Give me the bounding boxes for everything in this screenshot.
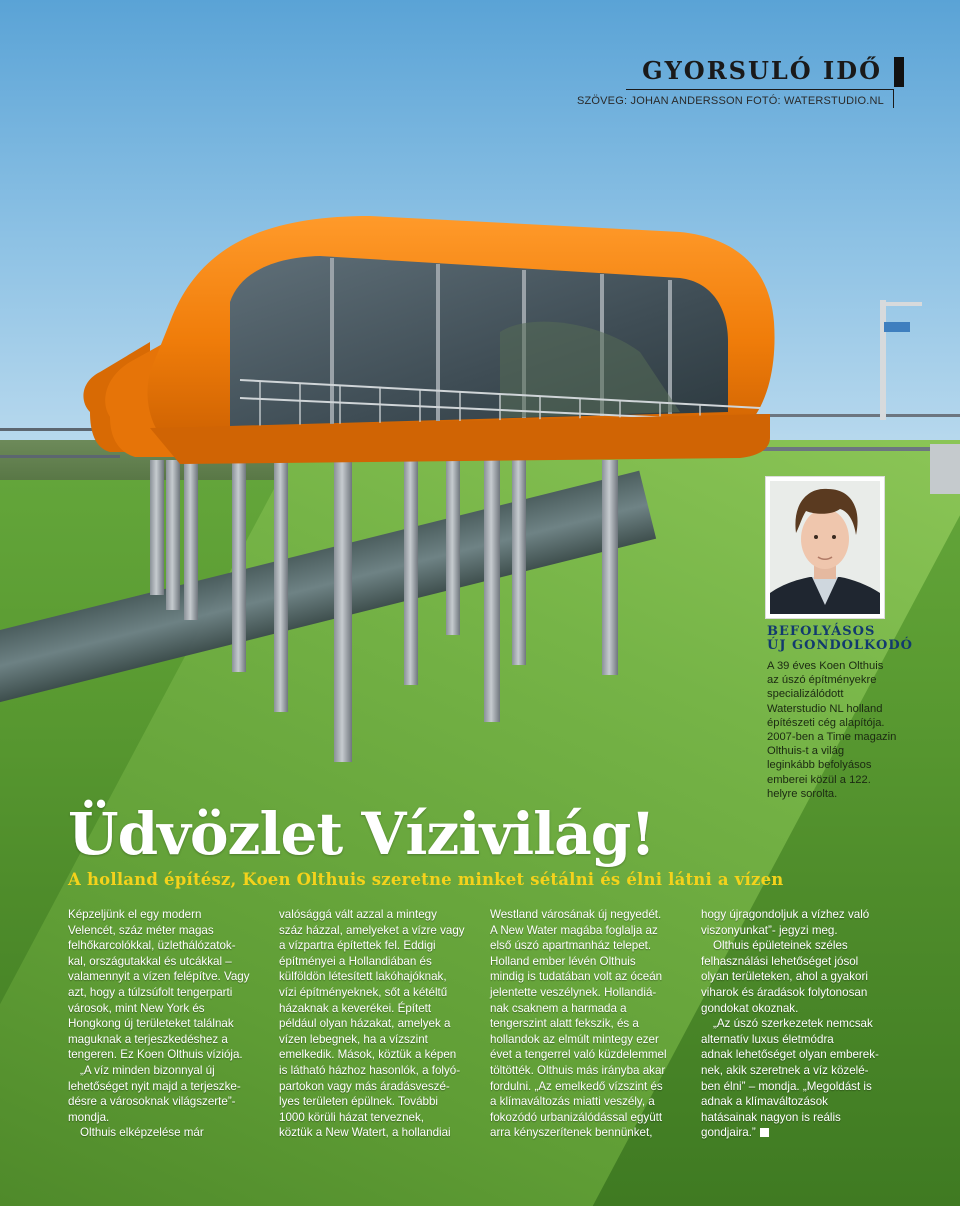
body-line: külföldön létesített lakóhajóknak, [279, 970, 447, 984]
body-line: adnak a klímaváltozások [701, 1095, 828, 1109]
body-line-final-text: gondjaira.” [701, 1126, 756, 1140]
body-line: ben élni” – mondja. „Megoldást is [701, 1079, 872, 1093]
body-line: hatásainak nagyon is reális [701, 1110, 841, 1124]
body-line: A New Water magába foglalja az [490, 923, 658, 937]
body-line: töltötték. Olthuis más irányba akar [490, 1063, 666, 1077]
body-line: kal, országutakkal és utcákkal – [68, 954, 232, 968]
body-line: a vízpartra építettek fel. Eddigi [279, 939, 436, 953]
body-line: fordulni. „Az emelkedő vízszint és [490, 1079, 663, 1093]
pillar [484, 460, 500, 722]
bridge-pier [930, 444, 960, 494]
portrait-graphic [770, 481, 880, 614]
body-line: például olyan házakat, amelyek a [279, 1017, 451, 1031]
body-line: Westland városának új negyedét. [490, 908, 662, 921]
pillar [184, 460, 198, 620]
byline: SZÖVEG: JOHAN ANDERSSON FOTÓ: WATERSTUDIO.NL [576, 95, 884, 107]
orange-pod-house [80, 212, 780, 464]
body-line: azt, hogy a túlzsúfolt tengerparti [68, 985, 233, 999]
body-line: Holland ember lévén Olthuis [490, 954, 636, 968]
body-line: lyes területen épülnek. További [279, 1095, 438, 1109]
body-line: jelentette veszélynek. Hollandiá- [490, 985, 657, 999]
street-lamp-arm [882, 302, 922, 306]
article-column-2 [279, 907, 484, 1141]
body-line: évet a tengerrel való küzdelemmel [490, 1048, 667, 1062]
body-line: adnak lehetőséget olyan emberek- [701, 1048, 879, 1062]
body-line: mondja. [68, 1110, 110, 1124]
body-line: viszonyunkat”- jegyzi meg. [701, 923, 838, 937]
body-line: valósággá vált azzal a mintegy [279, 908, 437, 921]
body-line-final [701, 1125, 906, 1141]
sidebar-title-line: ÚJ GONDOLKODÓ [767, 638, 913, 653]
pillar [232, 460, 246, 672]
body-line: valamennyit a vízen felépítve. Vagy [68, 970, 250, 984]
caption-line: leginkább befolyásos [767, 759, 872, 772]
body-line: hollandok az elmúlt mintegy ezer [490, 1032, 659, 1046]
caption-line: az úszó építményekre [767, 674, 877, 687]
body-line: nek, akik szeretnek a víz közelé- [701, 1063, 869, 1077]
body-line: nak csaknem a harmada a [490, 1001, 627, 1015]
body-line: désre a városoknak világszerte”- [68, 1095, 236, 1109]
pillar [404, 460, 418, 685]
body-line: Képzeljünk el egy modern [68, 908, 202, 921]
house-shell-graphic [80, 212, 780, 464]
body-line: felhasználási lehetőséget jósol [701, 954, 859, 968]
body-line: emelkedik. Mások, köztük a képen [279, 1048, 457, 1062]
header-rule [626, 89, 894, 90]
body-line: „Az úszó szerkezetek nemcsak [713, 1017, 873, 1031]
body-line: tengerszint alatt fekszik, és a [490, 1017, 639, 1031]
body-line: Velencét, száz méter magas [68, 923, 214, 937]
sidebar-caption [767, 659, 937, 801]
caption-line: Olthuis-t a világ [767, 745, 845, 758]
end-square-icon [760, 1128, 769, 1137]
body-line: hogy újragondoljuk a vízhez való [701, 908, 870, 921]
road-sign [884, 322, 910, 332]
caption-line: építészeti cég alapítója. [767, 716, 885, 729]
caption-line: specializálódott [767, 688, 844, 701]
body-line: házaknak a keverékei. Épített [279, 1001, 432, 1015]
header-vertical-rule [893, 89, 894, 108]
article-deck: A holland építész, Koen Olthuis szeretne minket sétálni és élni látni a vízen [68, 870, 784, 889]
portrait-koen-olthuis [766, 477, 884, 618]
body-line: viharok és áradások folytonosan [701, 985, 868, 999]
pillar [274, 460, 288, 712]
body-line: első úszó apartmanház telepet. [490, 939, 652, 953]
article-column-4 [701, 907, 906, 1141]
body-line: is látható házhoz hasonlók, a folyó- [279, 1063, 461, 1077]
body-line: lehetőséget nyit majd a terjeszke- [68, 1079, 241, 1093]
caption-line: A 39 éves Koen Olthuis [767, 660, 884, 672]
article-column-3 [490, 907, 695, 1141]
article-column-1 [68, 907, 273, 1141]
body-line: maguknak a terjeszkedéshez a [68, 1032, 228, 1046]
caption-line: Waterstudio NL holland [767, 702, 883, 715]
body-line: építményei a Hollandiában és [279, 954, 432, 968]
body-line: „A víz minden bizonnyal új [80, 1063, 215, 1077]
caption-line: emberei közül a 122. [767, 773, 871, 786]
street-lamp [880, 300, 886, 420]
body-line: városok, mint New York és [68, 1001, 205, 1015]
body-line: mindig is tudatában volt az óceán [490, 970, 663, 984]
body-line: Olthuis elképzelése már [80, 1126, 204, 1140]
body-line: 1000 körüli házat terveznek, [279, 1110, 425, 1124]
body-line: fokozódó urbanizálódással együtt [490, 1110, 663, 1124]
caption-line: helyre sorolta. [767, 787, 838, 800]
sidebar-title [767, 625, 947, 653]
body-line: köztük a New Watert, a hollandiai [279, 1126, 451, 1140]
body-line: a klímaváltozás miatti veszély, a [490, 1095, 655, 1109]
body-line: vízi építményeknek, sőt a kétéltű [279, 985, 448, 999]
section-title-bar [894, 57, 904, 87]
body-line: arra kényszerítenek bennünket, [490, 1126, 653, 1140]
body-line: gondokat okoznak. [701, 1001, 799, 1015]
body-line: tengeren. Ez Koen Olthuis víziója. [68, 1048, 243, 1062]
body-line: alternatív luxus életmódra [701, 1032, 834, 1046]
pillar [602, 460, 618, 675]
pillar [446, 460, 460, 635]
pillar [512, 460, 526, 665]
pillar [166, 460, 180, 610]
body-line: Olthuis épületeinek széles [713, 939, 848, 953]
body-line: száz házzal, amelyeket a vízre vagy [279, 923, 465, 937]
pillar [150, 460, 164, 595]
sidebar-title-line: BEFOLYÁSOS [767, 624, 876, 639]
body-line: vízen lebegnek, ha a vízszint [279, 1032, 428, 1046]
body-line: Hongkong új területeket találnak [68, 1017, 234, 1031]
section-title: GYORSULÓ IDŐ [642, 56, 882, 85]
body-line: olyan területeken, ahol a gyakori [701, 970, 868, 984]
pillar [334, 460, 352, 762]
caption-line: 2007-ben a Time magazin [767, 731, 897, 744]
body-line: felhőkarcolókkal, üzlethálózatok- [68, 939, 236, 953]
article-headline: Üdvözlet Vízivilág! [68, 800, 655, 868]
body-line: partokon vagy más áradásveszé- [279, 1079, 450, 1093]
